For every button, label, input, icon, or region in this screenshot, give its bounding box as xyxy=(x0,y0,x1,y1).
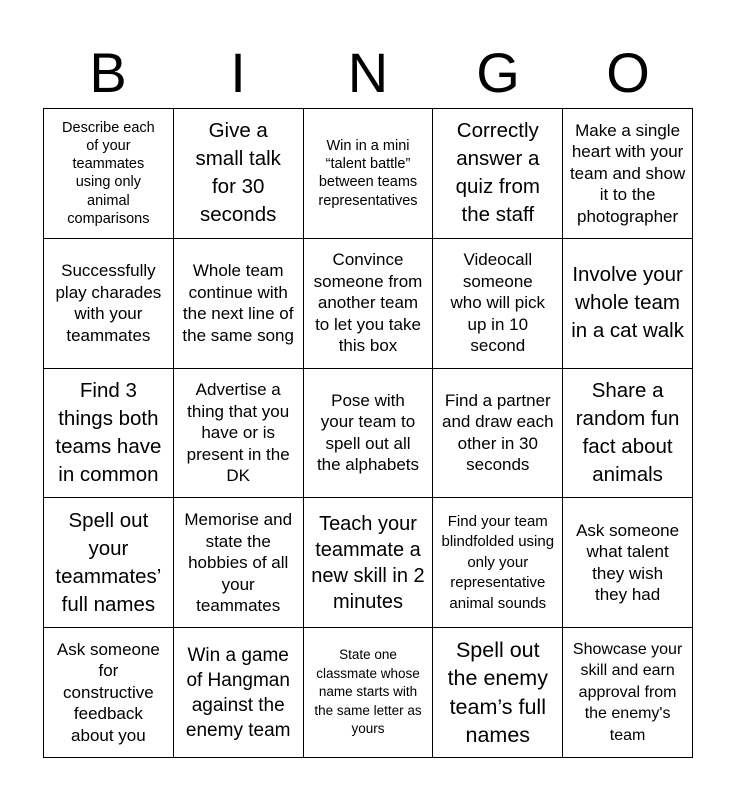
bingo-cell[interactable] xyxy=(174,628,304,758)
bingo-cell[interactable] xyxy=(44,498,174,628)
cell-text: Pose with your team to spell out all the alphabets xyxy=(316,390,420,475)
cell-text: Find a partner and draw each other in 30 seconds xyxy=(442,390,554,475)
bingo-cell[interactable] xyxy=(304,239,434,369)
bingo-cell[interactable] xyxy=(563,239,693,369)
cell-text: Involve your whole team in a cat walk xyxy=(571,263,684,343)
bingo-cell[interactable] xyxy=(174,498,304,628)
bingo-cell[interactable] xyxy=(44,109,174,239)
cell-text: Describe each of your teammates using only animal comparisons xyxy=(62,119,155,227)
bingo-cell[interactable] xyxy=(174,239,304,369)
bingo-cell[interactable] xyxy=(433,498,563,628)
cell-text: Successfully play charades with your teammates xyxy=(55,261,162,345)
bingo-cell[interactable] xyxy=(563,369,693,499)
cell-text: Find your team blindfolded using only your representative animal sounds xyxy=(441,512,555,612)
bingo-cell[interactable] xyxy=(433,628,563,758)
cell-text: Give a small talk for 30 seconds xyxy=(195,119,281,227)
header-letter-b: B xyxy=(89,41,127,104)
cell-text: Spell out your teammates’ full names xyxy=(55,508,162,616)
cell-text: State one classmate whose name starts with the same letter as yours xyxy=(314,647,422,737)
header-letter-n: N xyxy=(347,41,389,104)
cell-text: Whole team continue with the next line of the same song xyxy=(182,261,294,345)
bingo-cell[interactable] xyxy=(563,628,693,758)
header-letter-o: O xyxy=(606,41,650,104)
bingo-cell[interactable] xyxy=(174,369,304,499)
bingo-cell[interactable] xyxy=(433,369,563,499)
cell-text: Ask someone what talent they wish they had xyxy=(576,520,680,605)
cell-text: Correctly answer a quiz from the staff xyxy=(455,119,540,227)
bingo-cell[interactable] xyxy=(304,369,434,499)
cell-text: Memorise and state the hobbies of all your teammates xyxy=(184,510,293,616)
cell-text: Win in a mini “talent battle” between teams representatives xyxy=(318,137,418,209)
bingo-cell[interactable] xyxy=(304,628,434,758)
cell-text: Convince someone from another team to let you take this box xyxy=(313,250,423,356)
bingo-cell[interactable] xyxy=(433,109,563,239)
cell-text: Find 3 things both teams have in common xyxy=(55,378,162,486)
header-letter-i: I xyxy=(230,41,246,104)
cell-text: Ask someone for constructive feedback about you xyxy=(56,639,160,745)
cell-text: Showcase your skill and earn approval from the enemy's team xyxy=(572,640,683,744)
bingo-cell[interactable] xyxy=(304,498,434,628)
cell-text: Share a random fun fact about animals xyxy=(575,378,680,486)
header-letter-g: G xyxy=(476,41,520,104)
bingo-cell[interactable] xyxy=(433,239,563,369)
cell-text: Advertise a thing that you have or is present in the DK xyxy=(186,380,290,486)
bingo-cell[interactable] xyxy=(44,628,174,758)
cell-text: Teach your teammate a new skill in 2 minutes xyxy=(311,512,425,613)
bingo-cell[interactable] xyxy=(563,109,693,239)
bingo-cell[interactable] xyxy=(44,239,174,369)
bingo-grid xyxy=(43,108,693,758)
cell-text: Win a game of Hangman against the enemy team xyxy=(185,644,291,741)
cell-text: Videocall someone who will pick up in 10 second xyxy=(450,250,546,356)
bingo-cell[interactable] xyxy=(44,369,174,499)
cell-text: Make a single heart with your team and show it to the photographer xyxy=(569,120,686,226)
bingo-cell[interactable] xyxy=(174,109,304,239)
bingo-cell[interactable] xyxy=(563,498,693,628)
cell-text: Spell out the enemy team’s full names xyxy=(447,637,548,748)
bingo-header xyxy=(43,40,693,106)
bingo-cell[interactable] xyxy=(304,109,434,239)
